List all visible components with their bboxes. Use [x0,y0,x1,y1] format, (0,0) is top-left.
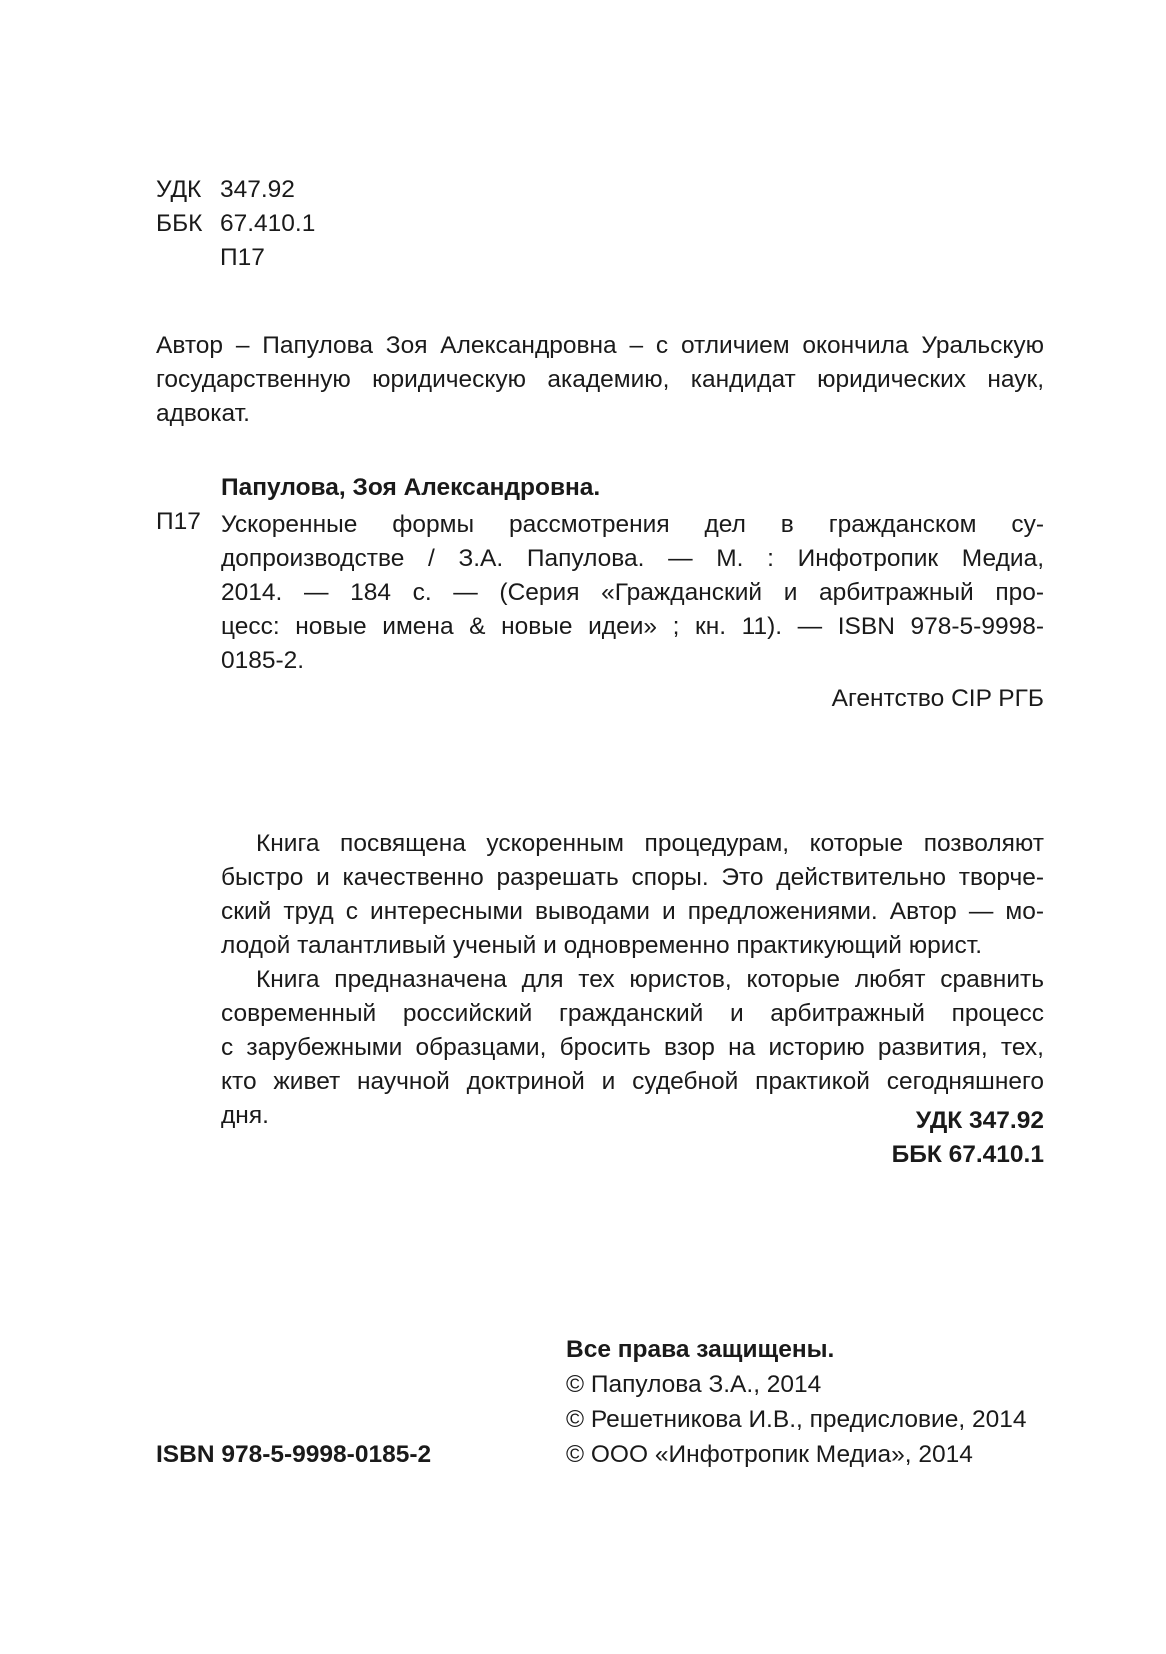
bibliography-line: 2014. — 184 с. — (Серия «Гражданский и арбитражный про- [221,579,1044,606]
bibliography-record-cont [221,542,1044,678]
annotation-line: Книга предназначена для тех юристов, которые любят сравнить [256,966,1044,993]
annotation-line: ский труд с интересными выводами и предложениями. Автор — мо- [221,898,1044,925]
bibliography-line: 0185-2. [221,647,305,674]
udk-label: УДК [156,176,202,203]
copyright-line: © Папулова З.А., 2014 [566,1371,822,1398]
bbk-value: 67.410.1 [220,210,316,237]
isbn: ISBN 978-5-9998-0185-2 [156,1441,432,1468]
bbk-bottom: ББК 67.410.1 [891,1141,1044,1168]
classification-block [156,176,326,286]
bibliography-line: Ускоренные формы рассмотрения дел в гражданском су- [221,511,1044,538]
copyright-line: © ООО «Инфотропик Медиа», 2014 [566,1441,973,1468]
udk-bottom: УДК 347.92 [915,1107,1044,1134]
author-note [156,329,1044,431]
bbk-label: ББК [156,210,203,237]
annotation-line: Книга посвящена ускоренным процедурам, которые позволяют [256,830,1044,857]
author-note-line: Автор – Папулова Зоя Александровна – с отличием окончила Уральскую [156,332,1044,359]
annotation-line: с зарубежными образцами, бросить взор на историю развития, тех, [221,1034,1044,1061]
annotation-paragraph-1 [221,827,1044,963]
author-note-line: государственную юридическую академию, кандидат юридических наук, [156,366,1044,393]
copyright-line: © Решетникова И.В., предисловие, 2014 [566,1406,1027,1433]
annotation-line: лодой талантливый ученый и одновременно практикующий юрист. [221,932,983,959]
bibliography-heading: Папулова, Зоя Александровна. [221,474,601,501]
annotation-line: кто живет научной доктриной и судебной практикой сегодняшнего [221,1068,1044,1095]
cip-agency: Агентство CIP РГБ [831,685,1044,712]
bibliography-mark: П17 [156,508,201,535]
annotation-line: быстро и качественно разрешать споры. Это действительно творче- [221,864,1044,891]
author-mark: П17 [220,244,265,271]
rights-heading: Все права защищены. [566,1336,835,1363]
udk-value: 347.92 [220,176,295,203]
bibliography-record [221,508,1044,542]
bibliography-line: допроизводстве / З.А. Папулова. — М. : Инфотропик Медиа, [221,545,1044,572]
annotation-line: дня. [221,1102,269,1129]
author-note-line: адвокат. [156,400,250,427]
annotation-line: современный российский гражданский и арбитражный процесс [221,1000,1044,1027]
bibliography-line: цесс: новые имена & новые идеи» ; кн. 11). — ISBN 978-5-9998- [221,613,1044,640]
